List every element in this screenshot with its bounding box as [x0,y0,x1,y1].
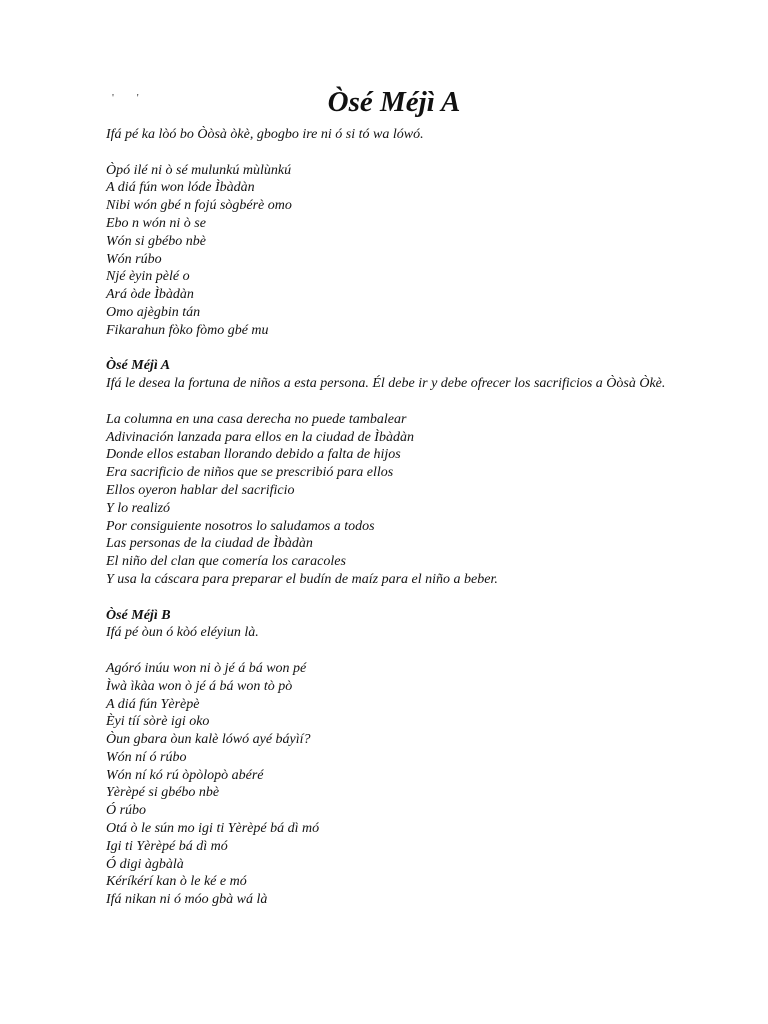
verse-line: Wón ní ó rúbo [106,749,187,765]
verse-line: Ifá nikan ni ó móo gbà wá là [106,892,268,908]
verse-line: Wón rúbo [106,251,162,267]
verse-line: Adivinación lanzada para ellos en la ciudad de Ìbàdàn [106,429,414,445]
verse-line: Las personas de la ciudad de Ìbàdàn [106,536,313,552]
spacer [106,393,666,411]
verse-line: Òun gbara òun kalè lówó ayé báyìí? [106,732,311,748]
spacer [106,589,666,607]
verse-line: Ó rúbo [106,803,147,819]
verse-line: Y lo realizó [106,500,171,516]
verse-line: Ará òde Ìbàdàn [106,287,194,303]
verse-line: A diá fún Yèrèpè [106,696,200,712]
verse-line: Por consiguiente nosotros lo saludamos a todos [106,518,375,534]
document-body [106,126,666,909]
verse-line: Nibi wón gbé n fojú sògbérè omo [106,198,292,214]
verse-line: Yèrèpé si gbébo nbè [106,785,220,801]
verse-line: El niño del clan que comería los caracoles [106,554,346,570]
verse-line: Ebo n wón ni ò se [106,215,206,231]
verse-line: Otá ò le sún mo igi ti Yèrèpé bá dì mó [106,821,320,837]
verse-line: Donde ellos estaban llorando debido a falta de hijos [106,447,401,463]
verse-line: Omo ajègbin tán [106,304,201,320]
verse-line: Kéríkérí kan ò le ké e mó [106,874,247,890]
verse-line: Fikarahun fòko fòmo gbé mu [106,322,269,338]
verse-line: Agóró inúu won ni ò jé á bá won pé [106,660,307,676]
verse-line: Èyi tíí sòrè igi oko [106,714,210,730]
yoruba-verse-a [106,162,666,340]
intro-b: Ifá pé òun ó kòó eléyiun là. [106,625,259,641]
verse-line: Y usa la cáscara para preparar el budín de maíz para el niño a beber. [106,571,498,587]
section-heading-b: Òsé Méjì B [106,607,171,623]
spacer [106,340,666,358]
verse-line: Era sacrificio de niños que se prescribió para ellos [106,465,394,481]
yoruba-verse-b [106,660,666,909]
corner-marks: ' ' [112,92,149,104]
spacer [106,642,666,660]
verse-line: Igi ti Yèrèpé bá dì mó [106,838,228,854]
page-title: Òsé Méjì A [327,86,461,118]
spanish-verse-a [106,411,666,589]
verse-line: Wón ní kó rú òpòlopò abéré [106,767,264,783]
verse-line: La columna en una casa derecha no puede tambalear [106,411,407,427]
verse-line: A diá fún won lóde Ìbàdàn [106,180,255,196]
intro-line: Ifá pé ka lòó bo Òòsà òkè, gbogbo ire ni ó si tó wa lówó. [106,127,424,142]
verse-line: Ellos oyeron hablar del sacrificio [106,482,295,498]
spacer [106,144,666,162]
verse-line: Wón si gbébo nbè [106,233,206,249]
verse-line: Njé èyin pèlé o [106,269,190,285]
verse-line: Òpó ilé ni ò sé mulunkú mùlùnkú [106,162,292,178]
verse-line: Ìwà ìkàa won ò jé á bá won tò pò [106,678,293,694]
verse-line: Ó digi àgbàlà [106,856,184,872]
spanish-intro-a: Ifá le desea la fortuna de niños a esta persona. Él debe ir y debe ofrecer los sacrificios a Òòsà Òkè. [106,376,666,392]
section-heading-a: Òsé Méjì A [106,358,171,374]
